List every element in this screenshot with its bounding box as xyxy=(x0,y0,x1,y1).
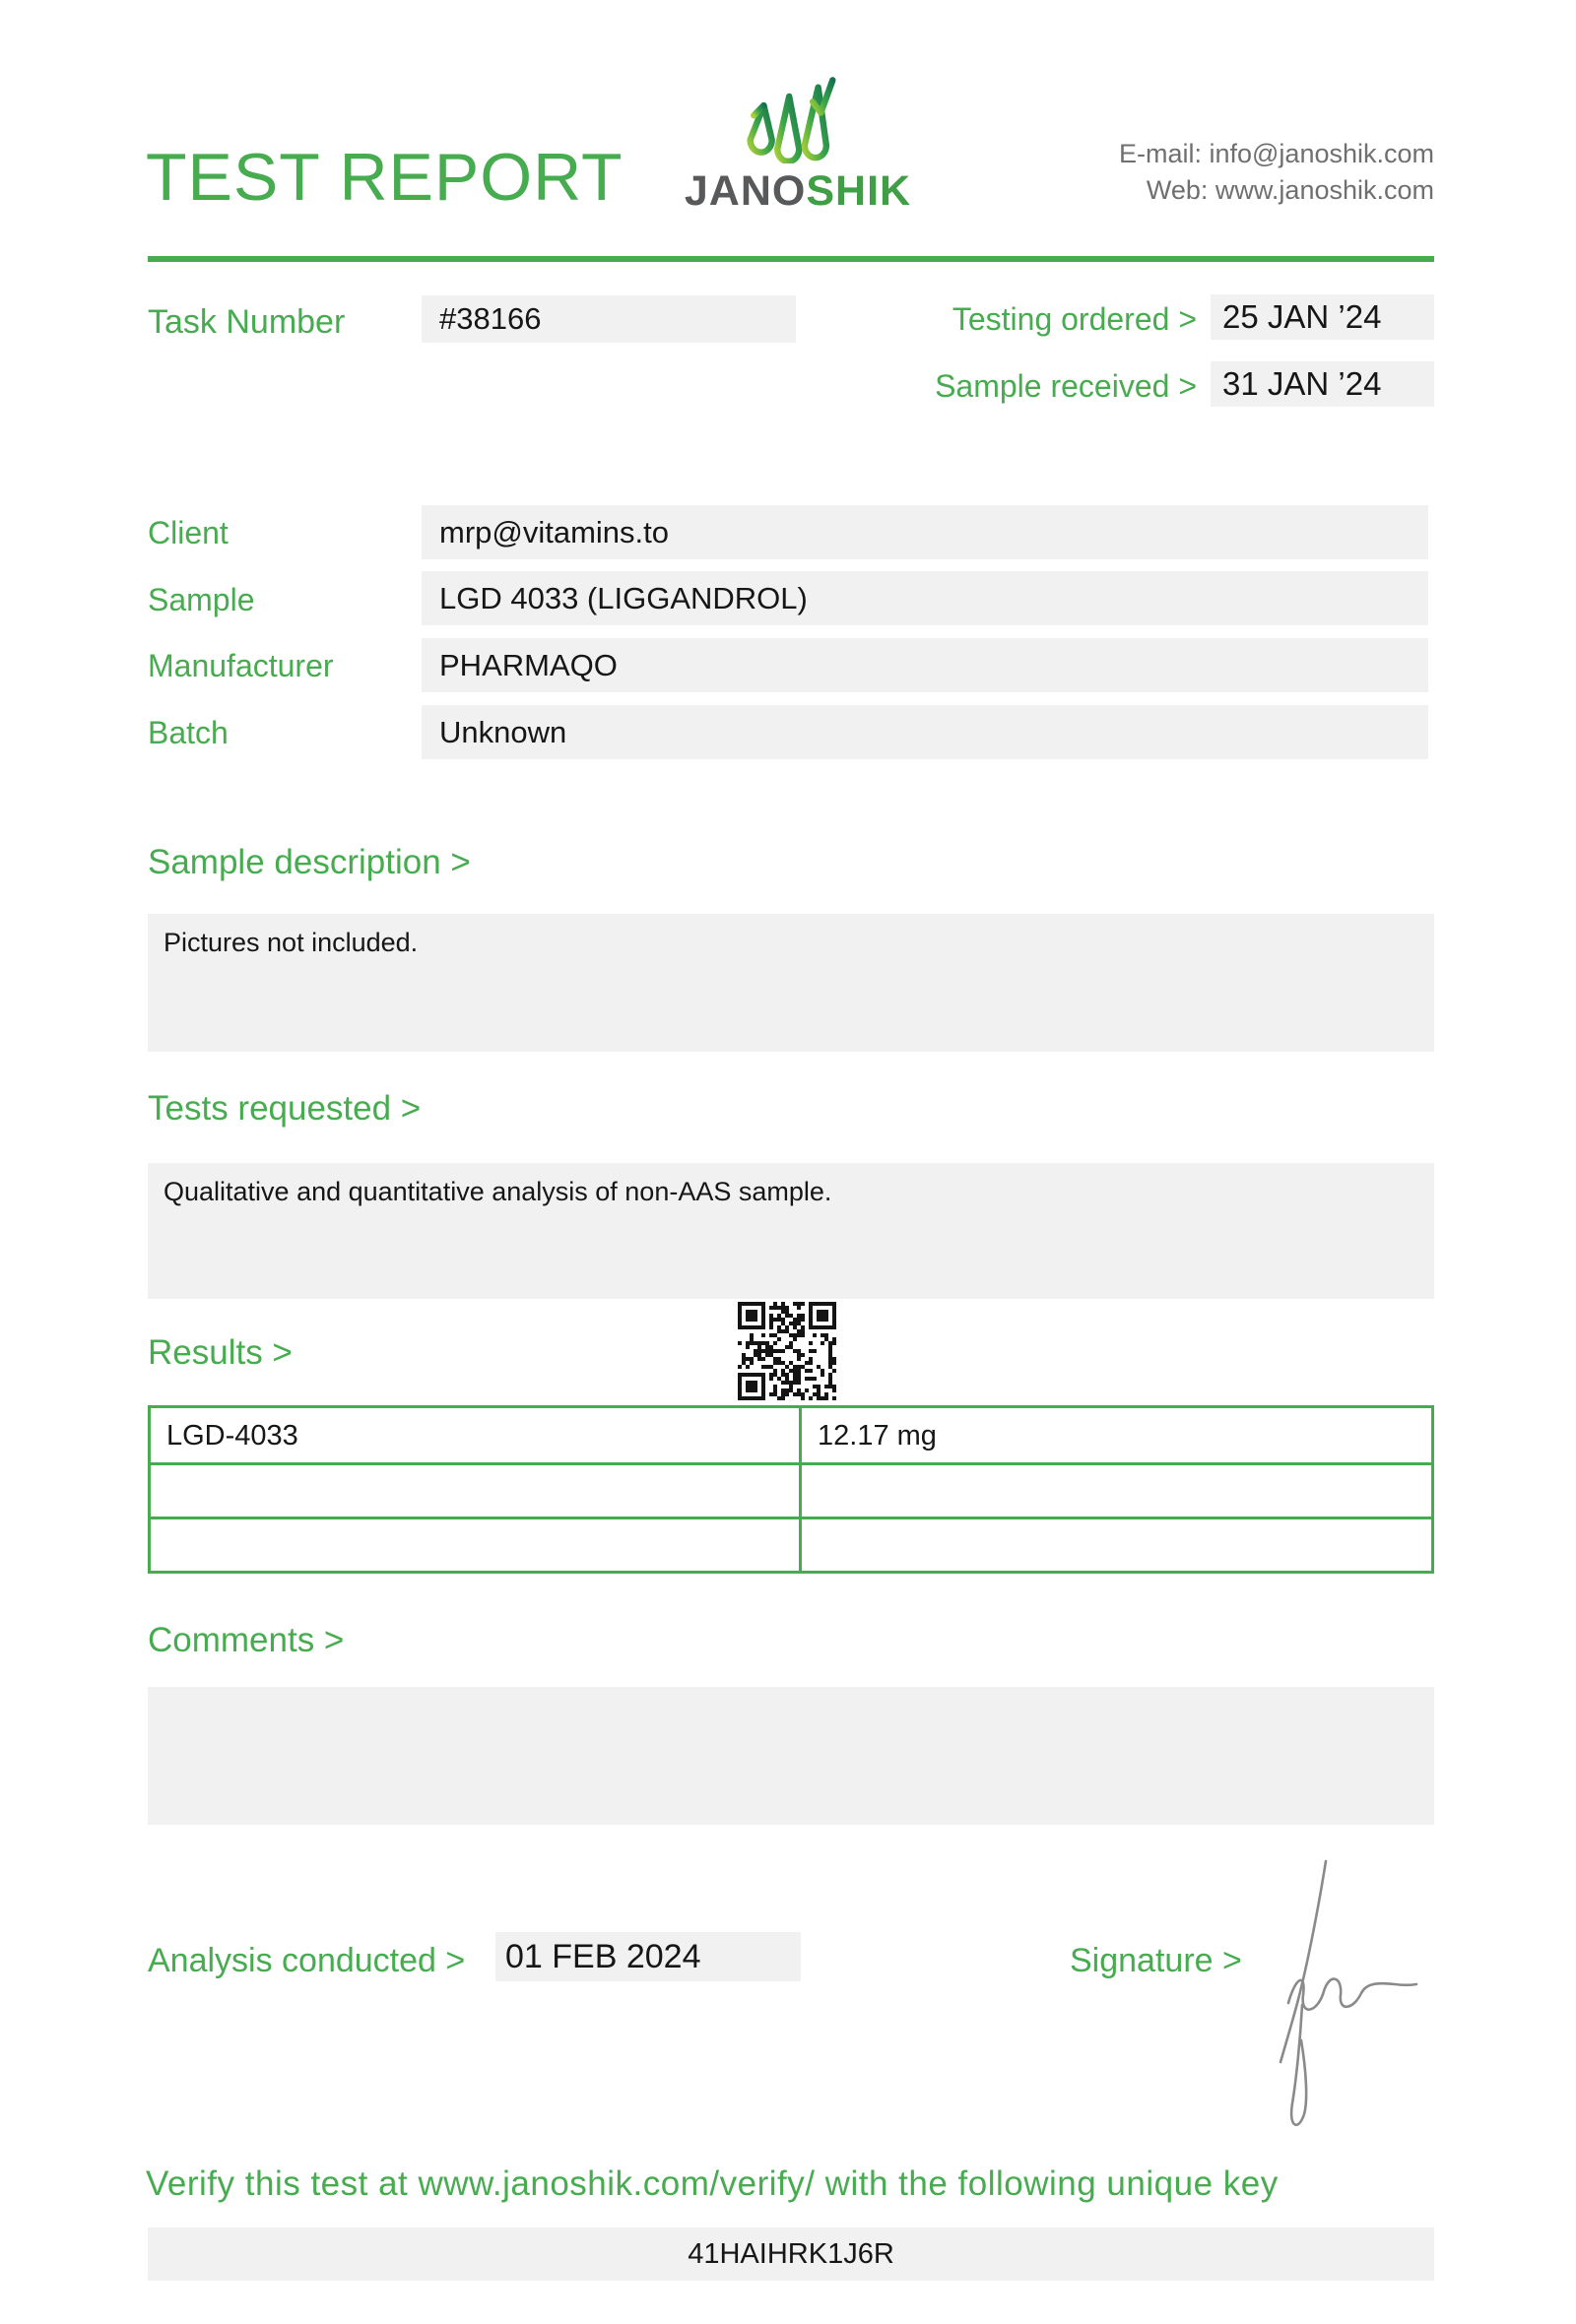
header-divider xyxy=(148,256,1434,262)
manufacturer-value: PHARMAQO xyxy=(422,638,1428,692)
tests-requested-text: Qualitative and quantitative analysis of non-AAS sample. xyxy=(164,1177,832,1206)
sample-value: LGD 4033 (LIGGANDROL) xyxy=(422,571,1428,625)
sample-received-label: Sample received > xyxy=(935,368,1197,404)
client-value: mrp@vitamins.to xyxy=(422,505,1428,559)
results-cell-empty xyxy=(151,1462,799,1517)
batch-value: Unknown xyxy=(422,705,1428,759)
web-value: www.janoshik.com xyxy=(1215,175,1434,205)
results-cell-amount: 12.17 mg xyxy=(799,1408,1431,1462)
logo-text-gray: JANO xyxy=(684,167,807,215)
task-number-value: #38166 xyxy=(422,295,796,343)
sample-description-heading: Sample description > xyxy=(148,843,471,881)
sample-description-text: Pictures not included. xyxy=(164,928,419,957)
sample-description-panel xyxy=(148,914,1434,1052)
results-cell-substance: LGD-4033 xyxy=(166,1420,298,1452)
results-cell-empty xyxy=(151,1517,799,1571)
sample-label: Sample xyxy=(148,582,255,617)
comments-panel xyxy=(148,1687,1434,1825)
analysis-date-value: 01 FEB 2024 xyxy=(495,1932,801,1981)
client-label: Client xyxy=(148,515,229,550)
signature-label: Signature > xyxy=(1070,1942,1242,1979)
web-label: Web: xyxy=(1146,175,1209,205)
results-heading: Results > xyxy=(148,1333,293,1372)
logo-chart-icon xyxy=(734,73,848,163)
logo-wordmark xyxy=(680,167,916,216)
batch-label: Batch xyxy=(148,715,229,750)
results-table xyxy=(148,1405,1434,1574)
results-cell-empty xyxy=(799,1517,1431,1571)
tests-requested-panel xyxy=(148,1163,1434,1299)
analysis-conducted-label: Analysis conducted > xyxy=(148,1942,466,1979)
comments-heading: Comments > xyxy=(148,1621,345,1659)
email-label: E-mail: xyxy=(1118,139,1202,168)
email-value: info@janoshik.com xyxy=(1209,139,1434,168)
verify-key-value: 41HAIHRK1J6R xyxy=(148,2227,1434,2281)
manufacturer-label: Manufacturer xyxy=(148,648,334,683)
qr-code xyxy=(738,1302,836,1400)
page-title: TEST REPORT xyxy=(146,140,624,215)
logo-text-green: SHIK xyxy=(806,167,912,215)
verify-instruction: Verify this test at www.janoshik.com/verify/ with the following unique key xyxy=(146,2164,1279,2203)
contact-block xyxy=(985,136,1434,209)
sample-received-value: 31 JAN ’24 xyxy=(1211,361,1434,407)
contact-web-line xyxy=(985,172,1434,209)
signature-image xyxy=(1269,1838,1432,2133)
task-number-label: Task Number xyxy=(148,303,346,341)
tests-requested-heading: Tests requested > xyxy=(148,1089,422,1128)
contact-email-line xyxy=(985,136,1434,172)
results-cell-empty xyxy=(799,1462,1431,1517)
testing-ordered-label: Testing ordered > xyxy=(952,301,1197,337)
testing-ordered-value: 25 JAN ’24 xyxy=(1211,294,1434,340)
